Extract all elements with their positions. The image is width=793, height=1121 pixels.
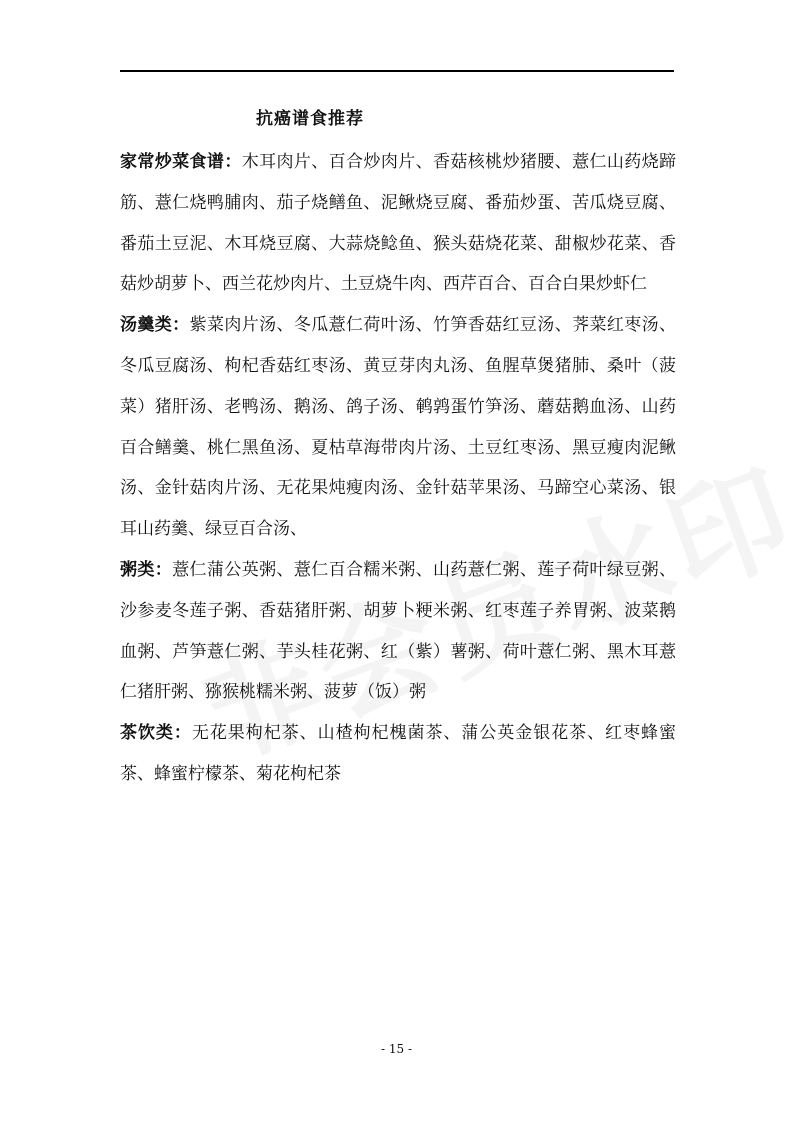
section-text: 无花果枸杞茶、山楂枸杞槐菌茶、蒲公英金银花茶、红枣蜂蜜茶、蜂蜜柠檬茶、菊花枸杞茶 <box>120 723 677 784</box>
header-rule <box>120 70 674 72</box>
section-label: 粥类： <box>120 559 173 580</box>
section-label: 茶饮类： <box>120 723 192 744</box>
section-text: 紫菜肉片汤、冬瓜薏仁荷叶汤、竹笋香菇红豆汤、荠菜红枣汤、冬瓜豆腐汤、枸杞香菇红枣汤、黄豆芽肉丸汤、鱼腥草煲猪肺、桑叶（菠菜）猪肝汤、老鸭汤、鹅汤、鸽子汤、鹌鹑蛋竹笋汤、蘑菇鹅血汤、山药百合鳝羹、桃仁黑鱼汤、夏枯草海带肉片汤、土豆红枣汤、黑豆瘦肉泥鳅汤、金针菇肉片汤、无花果炖瘦肉汤、金针菇苹果汤、马蹄空心菜汤、银耳山药羹、绿豆百合汤、 <box>120 315 677 540</box>
page-title: 抗癌谱食推荐 <box>256 109 364 129</box>
page-number: - 15 - <box>380 1042 412 1056</box>
section-stir-fry <box>120 142 676 305</box>
section-label: 家常炒菜食谱： <box>120 152 242 172</box>
section-text: 薏仁蒲公英粥、薏仁百合糯米粥、山药薏仁粥、莲子荷叶绿豆粥、沙参麦冬莲子粥、香菇猪肝粥、胡萝卜粳米粥、红枣莲子养胃粥、波菜鹅血粥、芦笋薏仁粥、芋头桂花粥、红（紫）薯粥、荷叶薏仁粥、黑木耳薏仁猪肝粥、猕猴桃糯米粥、菠萝（饭）粥 <box>120 559 677 703</box>
section-label: 汤羹类： <box>120 315 190 336</box>
section-text: 木耳肉片、百合炒肉片、香菇核桃炒猪腰、薏仁山药烧蹄筋、薏仁烧鸭脯肉、茄子烧鳝鱼、泥鳅烧豆腐、番茄炒蛋、苦瓜烧豆腐、番茄土豆泥、木耳烧豆腐、大蒜烧鲶鱼、猴头菇烧花菜、甜椒炒花菜、香菇炒胡萝卜、西兰花炒肉片、土豆烧牛肉、西芹百合、百合白果炒虾仁 <box>120 152 677 295</box>
